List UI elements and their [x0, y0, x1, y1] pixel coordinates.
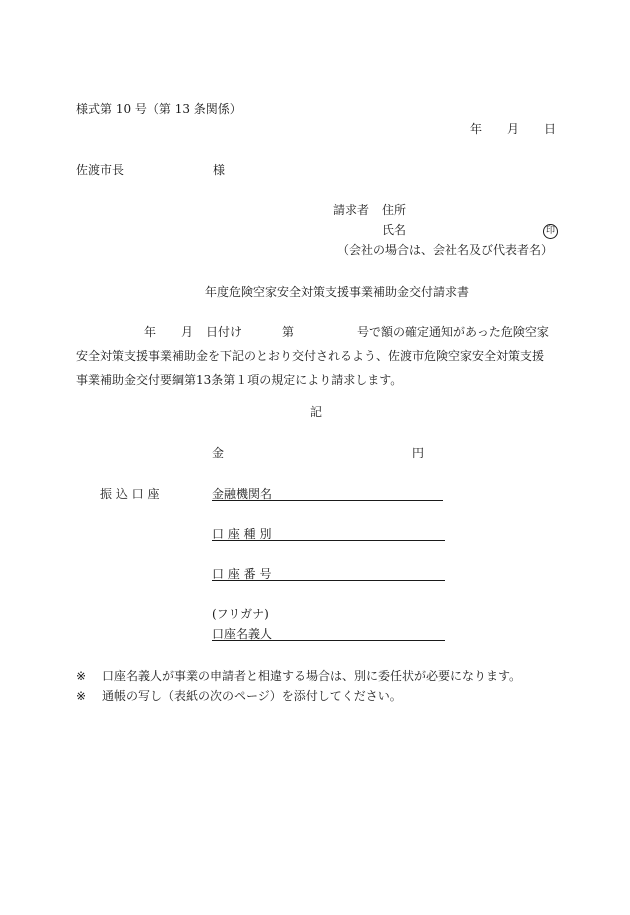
date-month-label: 月	[507, 122, 520, 136]
institution-underline	[212, 500, 443, 501]
account-type-underline	[212, 540, 445, 541]
holder-underline	[212, 640, 445, 641]
account-number-label: 口 座 番 号	[212, 567, 272, 581]
body-dai-label: 第	[282, 325, 295, 339]
name-label: 氏名	[382, 223, 407, 237]
body-year-label: 年	[144, 325, 157, 339]
body-dated-label: 日付け	[206, 325, 243, 339]
account-type-label: 口 座 種 別	[212, 527, 272, 541]
addressee-name: 佐渡市長	[76, 163, 125, 177]
date-day-label: 日	[544, 122, 557, 136]
note-2-text: 通帳の写し（表紙の次のページ）を添付してください。	[102, 689, 402, 703]
amount-label: 金	[212, 446, 225, 460]
body-line-2: 安全対策支援事業補助金を下記のとおり交付されるよう、佐渡市危険空家安全対策支援	[76, 349, 545, 363]
body-line-1	[76, 326, 556, 350]
addressee-suffix: 様	[213, 163, 226, 177]
company-note: （会社の場合は、会社名及び代表者名）	[337, 243, 554, 257]
institution-label: 金融機関名	[212, 487, 273, 501]
amount-unit: 円	[412, 446, 425, 460]
requester-label: 請求者	[333, 203, 370, 217]
note-1-text: 口座名義人が事業の申請者と相違する場合は、別に委任状が必要になります。	[102, 669, 522, 683]
account-number-underline	[212, 580, 445, 581]
ki-label: 記	[310, 405, 323, 419]
body-paragraph	[76, 326, 556, 398]
address-label: 住所	[382, 203, 407, 217]
form-number: 様式第 10 号（第 13 条関係）	[76, 102, 242, 116]
note-2-mark: ※	[76, 689, 87, 703]
document-title: 年度危険空家安全対策支援事業補助金交付請求書	[205, 285, 470, 299]
holder-label: 口座名義人	[212, 627, 273, 641]
furigana-label: (フリガナ)	[212, 607, 269, 621]
body-month-label: 月	[181, 325, 194, 339]
note-1-mark: ※	[76, 669, 87, 683]
seal-mark: 印	[543, 224, 558, 239]
body-line1-rest: 号で額の確定通知があった危険空家	[357, 325, 549, 339]
date-year-label: 年	[470, 122, 483, 136]
bank-section-label: 振 込 口 座	[100, 487, 160, 501]
body-line-3: 事業補助金交付要綱第13条第１項の規定により請求します。	[76, 373, 403, 387]
